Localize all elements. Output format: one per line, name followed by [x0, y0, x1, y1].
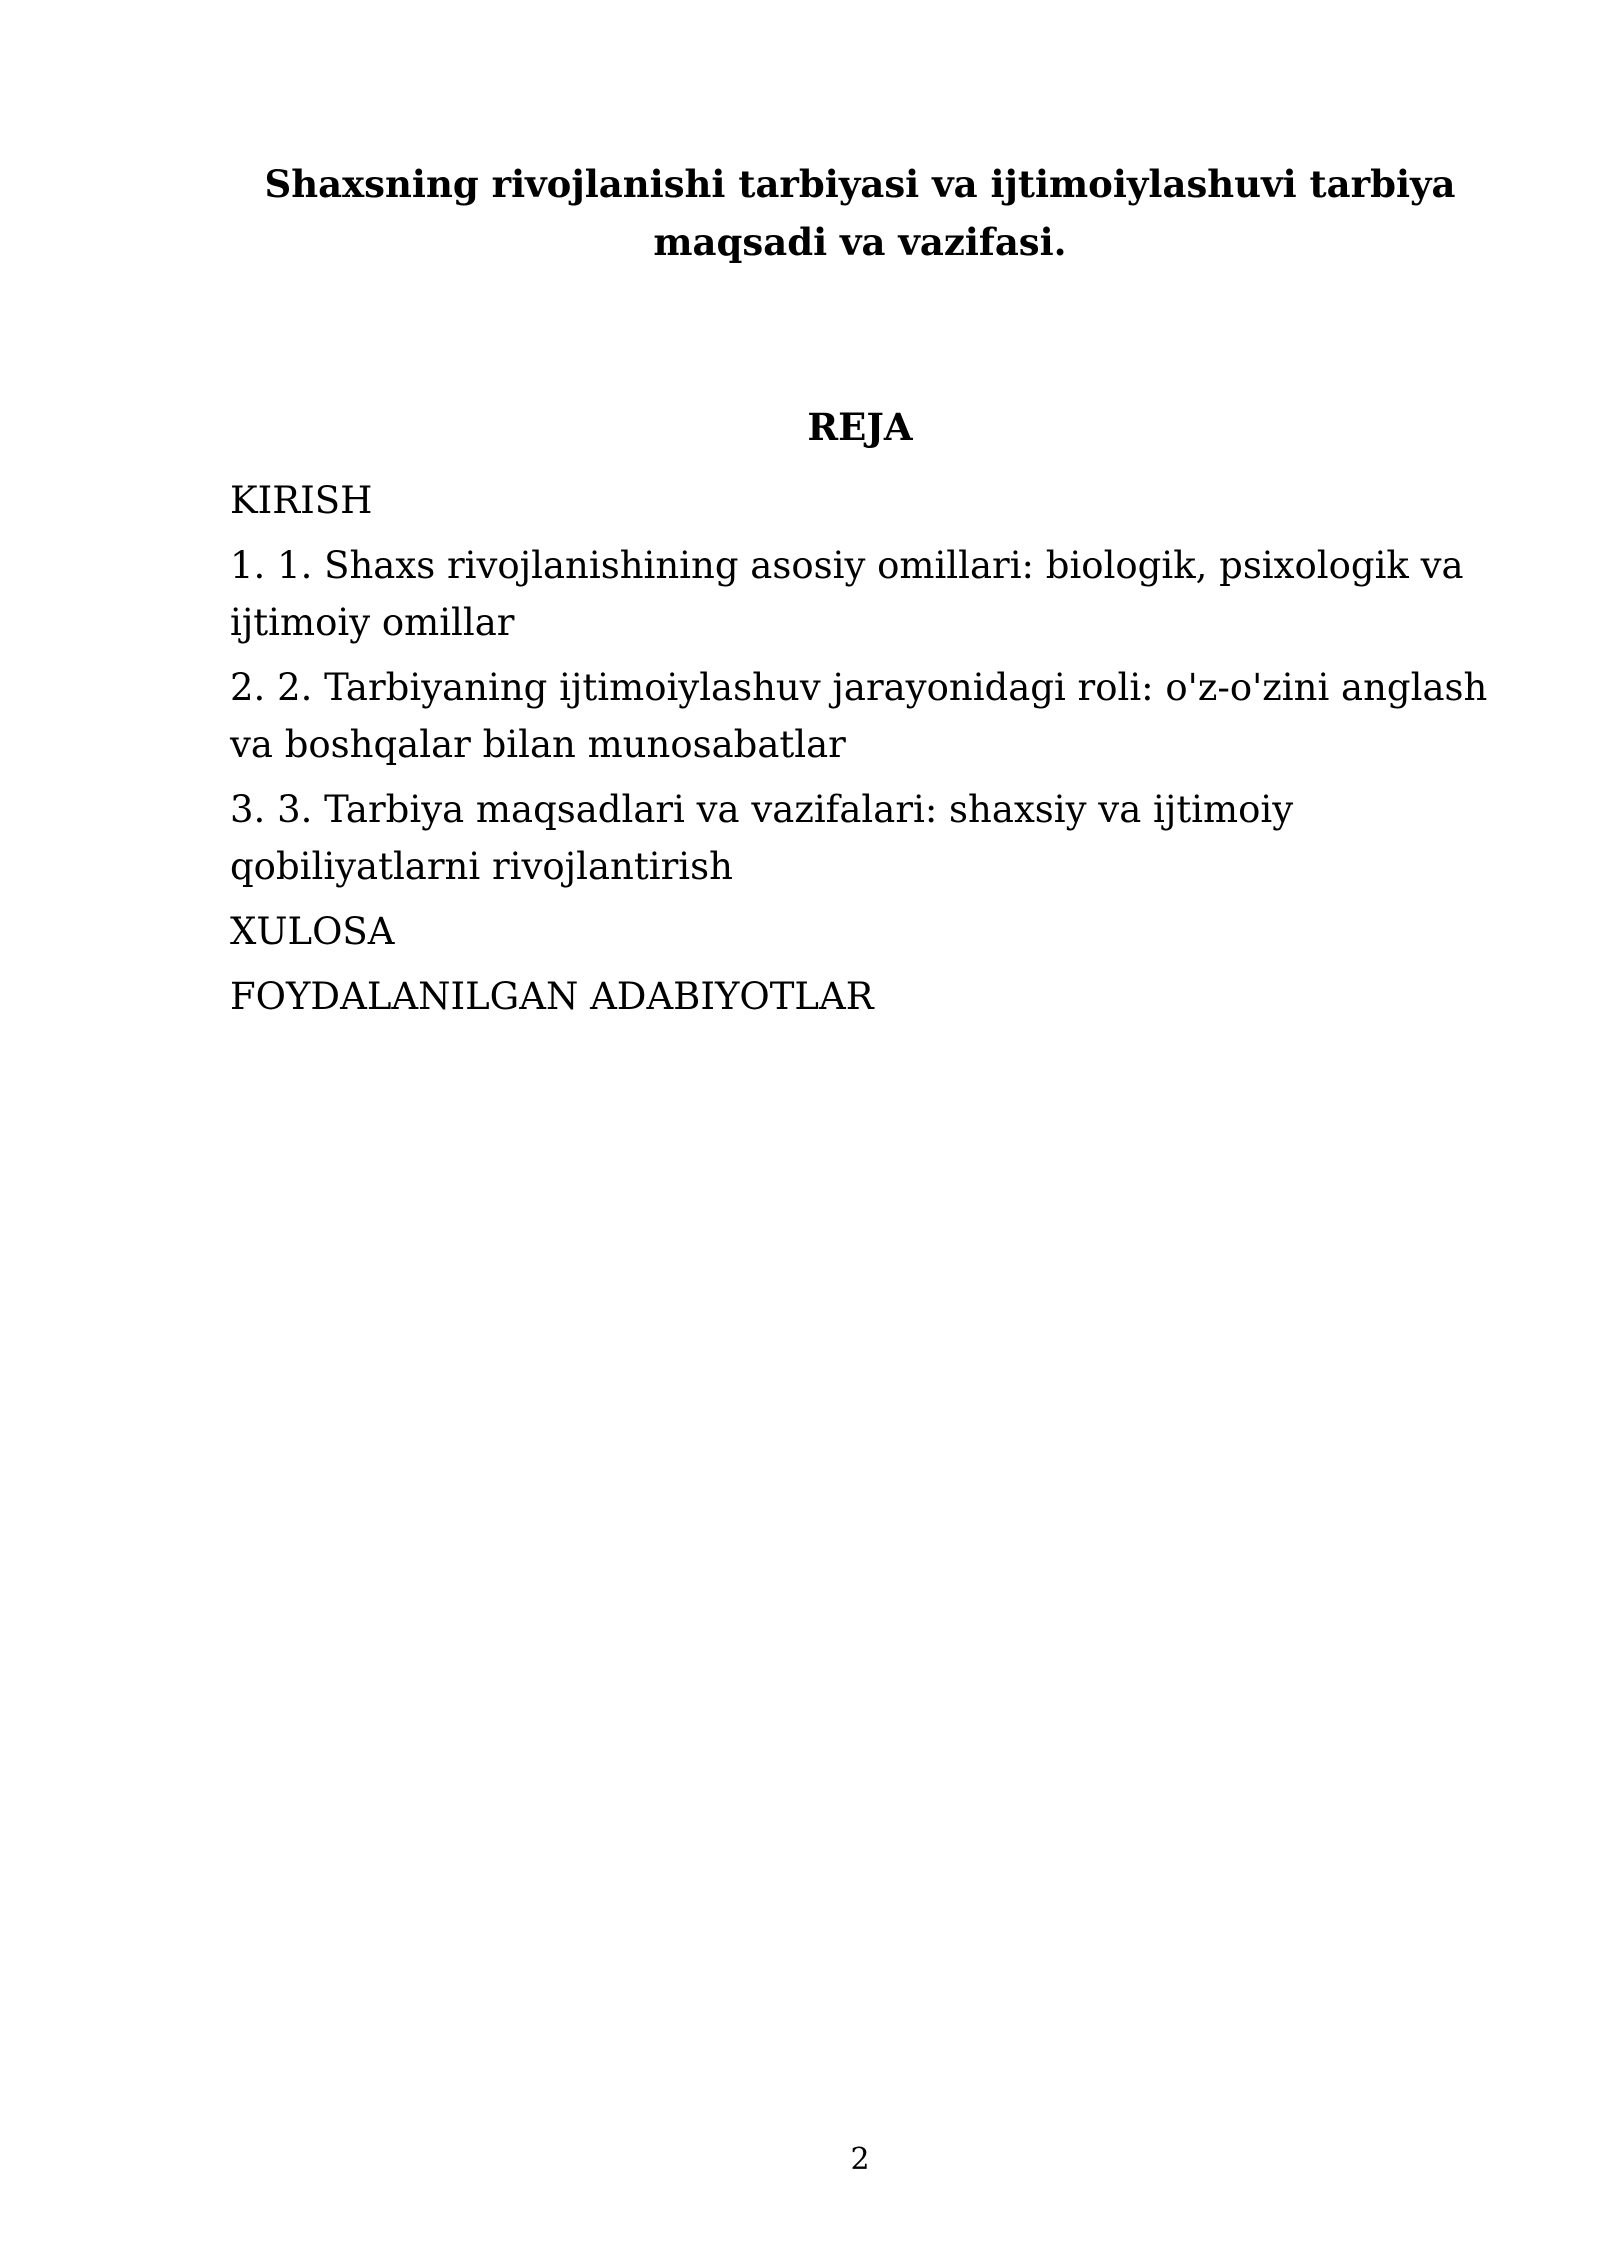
plan-list [230, 472, 1500, 1033]
plan-item-conclusion: XULOSA [230, 910, 395, 953]
page-number: 2 [850, 2142, 870, 2177]
plan-heading: REJA [807, 405, 913, 449]
plan-item-introduction: KIRISH [230, 479, 373, 522]
plan-item-3: 3. 3. Tarbiya maqsadlari va vazifalari: shaxsiy va ijtimoiy qobiliyatlarni rivojlantirish [230, 788, 1294, 888]
plan-item-1: 1. 1. Shaxs rivojlanishining asosiy omillari: biologik, psixologik va ijtimoiy omillar [230, 544, 1464, 644]
document-title: Shaxsning rivojlanishi tarbiyasi va ijtimoiylashuvi tarbiya maqsadi va vazifasi. [264, 162, 1456, 264]
plan-item-references: FOYDALANILGAN ADABIYOTLAR [230, 975, 874, 1018]
plan-item-2: 2. 2. Tarbiyaning ijtimoiylashuv jarayonidagi roli: o'z-o'zini anglash va boshqalar bilan munosabatlar [230, 666, 1488, 766]
